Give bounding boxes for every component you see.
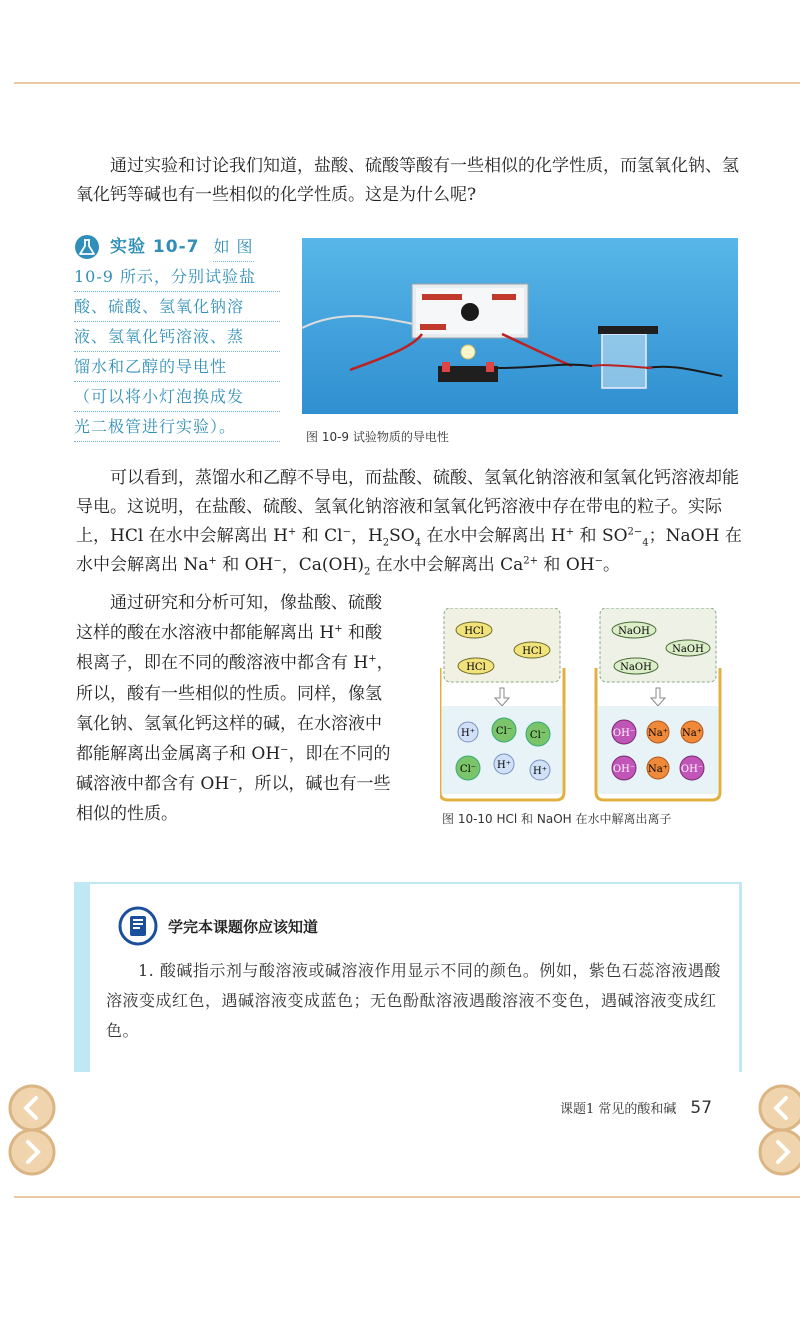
hcl-beaker [440,608,564,800]
naoh-molecule-label: NaOH [618,626,650,637]
previous-page-button[interactable] [6,1080,60,1180]
conductivity-photo [302,238,738,414]
chapter-label: 课题1 常见的酸和碱 [560,1102,677,1117]
page-number: 57 [690,1098,713,1118]
experiment-line-5: （可以将小灯泡换成发 [74,382,280,412]
experiment-header [74,232,280,262]
summary-point-1: 1. 酸碱指示剂与酸溶液或碱溶液作用显示不同的颜色。例如，紫色石蕊溶液遇酸溶液变成红色，遇碱溶液变成蓝色；无色酚酞溶液遇酸溶液不变色，遇碱溶液变成红色。 [106,961,721,1040]
cl-ion: Cl⁻ [529,730,547,741]
page-footer [560,1098,712,1118]
oh-ion: OH⁻ [612,728,636,739]
summary-header [118,906,318,946]
next-page-button[interactable] [754,1080,800,1180]
naoh-molecule-label: NaOH [672,644,704,655]
hcl-molecule-label: HCl [466,662,486,673]
experiment-title: 实验 10-7 [110,236,200,257]
na-ion: Na⁺ [648,764,668,775]
ion-dissociation-figure [440,608,740,804]
bottom-rule [14,1196,800,1198]
h-ion: H⁺ [533,766,547,777]
cl-ion: Cl⁻ [495,726,513,737]
experiment-10-7 [74,232,280,442]
experiment-line-1: 10-9 所示，分别试验盐 [74,262,280,292]
intro-paragraph: 通过实验和讨论我们知道，盐酸、硫酸等酸有一些相似的化学性质，而氢氧化钠、氢氧化钙等碱也有一些相似的化学性质。这是为什么呢? [76,156,739,205]
figure-10-9-caption: 图 10-9 试验物质的导电性 [306,430,449,444]
notebook-icon [118,906,158,946]
summary-box [74,882,742,1072]
result-paragraph: 可以看到，蒸馏水和乙醇不导电，而盐酸、硫酸、氢氧化钠溶液和氢氧化钙溶液却能导电。这说明，在盐酸、硫酸、氢氧化钠溶液和氢氧化钙溶液中存在带电的粒子。实际上，HCl 在水中会解离出 H+ 和 Cl−，$H_2SO_4$ 在水中会解离出 H+ 和 $SO^{2-}_4$；NaOH 在水中会解离出 Na+ 和 OH−，$Ca(OH)_2$ 在水中会解离出 $Ca^{2+}$ 和 OH−。 [76,468,742,578]
experiment-line-2: 酸、硫酸、氢氧化钠溶 [74,292,280,322]
na-ion: Na⁺ [648,728,668,739]
naoh-beaker [596,608,720,800]
study-paragraph: 通过研究和分析可知，像盐酸、硫酸这样的酸在水溶液中都能解离出 H+ 和酸根离子，即在不同的酸溶液中都含有 H+，所以，酸有一些相似的性质。同样，像氢氧化钠、氢氧化钙这样的碱，在水溶液中都能解离出金属离子和 OH−，即在不同的碱溶液中都含有 OH−，所以，碱也有一些相似的性质。 [76,593,394,825]
top-rule [14,82,800,84]
hcl-molecule-label: HCl [522,646,542,657]
h-ion: H⁺ [497,760,511,771]
na-ion: Na⁺ [682,728,702,739]
oh-ion: OH⁻ [680,764,704,775]
cl-ion: Cl⁻ [459,764,477,775]
experiment-line-0: 如 图 [213,232,253,262]
experiment-line-6: 光二极管进行实验）。 [74,412,280,442]
naoh-molecule-label: NaOH [620,662,652,673]
hcl-molecule-label: HCl [464,626,484,637]
experiment-line-3: 液、氢氧化钙溶液、蒸 [74,322,280,352]
h-ion: H⁺ [461,728,475,739]
figure-10-10-caption: 图 10-10 HCl 和 NaOH 在水中解离出离子 [442,812,672,826]
summary-title: 学完本课题你应该知道 [168,917,319,936]
flask-icon [74,234,100,260]
experiment-line-4: 馏水和乙醇的导电性 [74,352,280,382]
oh-ion: OH⁻ [612,764,636,775]
